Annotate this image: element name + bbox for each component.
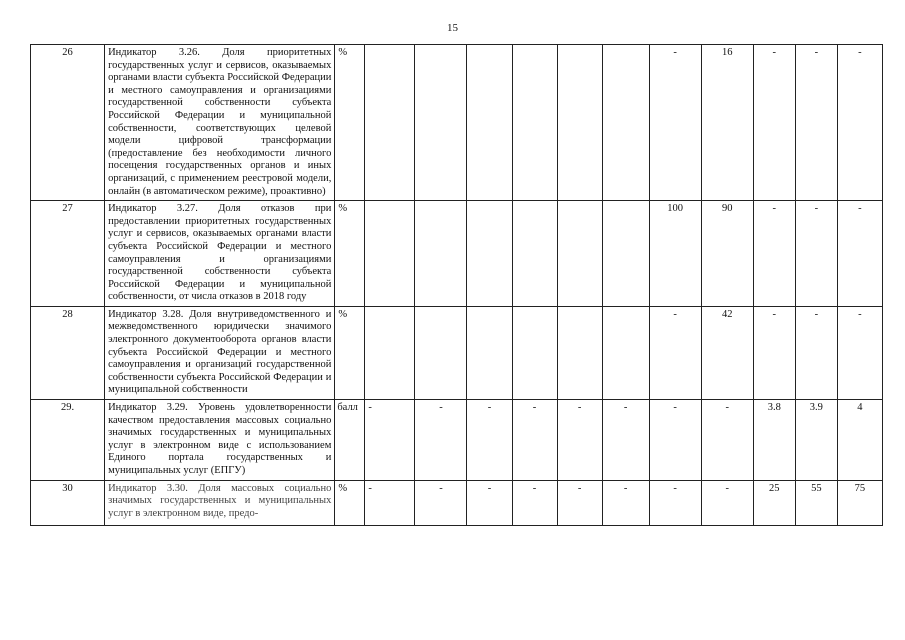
value-cell: -	[467, 480, 512, 525]
value-cell: -	[512, 400, 557, 481]
value-cell: 3.8	[753, 400, 795, 481]
value-cell: -	[602, 480, 649, 525]
indicator-text: Индикатор 3.26. Доля приоритетных государственных услуг и сервисов, оказываемых органами власти субъекта Российской Федерации и местного самоуправления и организациями государственной собственности субъекта Российской Федерации и муниципальной собственности, соответствующих целевой модели цифровой трансформации (предоставление без необходимости личного посещения государственных органов и иных организаций, с применением реестровой модели, онлайн (в автоматическом режиме), проактивно)	[105, 45, 335, 201]
value-cell	[415, 306, 467, 399]
value-cell: -	[753, 306, 795, 399]
table-row	[31, 201, 883, 307]
value-cell	[512, 306, 557, 399]
value-cell: -	[753, 201, 795, 307]
table-row	[31, 400, 883, 481]
value-cell: -	[649, 306, 701, 399]
value-cell	[602, 201, 649, 307]
value-cell: -	[602, 400, 649, 481]
value-cell: -	[837, 306, 882, 399]
value-cell: -	[795, 306, 837, 399]
value-cell	[512, 45, 557, 201]
value-cell	[467, 306, 512, 399]
indicator-text: Индикатор 3.27. Доля отказов при предоставлении приоритетных государственных услуг и сервисов, оказываемых органами власти субъекта Российской Федерации и местного самоуправления и организациями государственной собственности субъекта Российской Федерации и муниципальной собственности, от числа отказов в 2018 году	[105, 201, 335, 307]
value-cell: 4	[837, 400, 882, 481]
value-cell	[557, 306, 602, 399]
value-cell: -	[512, 480, 557, 525]
value-cell: -	[795, 45, 837, 201]
page-number: 15	[447, 22, 458, 34]
value-cell: -	[649, 400, 701, 481]
row-number: 27	[31, 201, 105, 307]
unit-cell: %	[335, 45, 365, 201]
value-cell: 100	[649, 201, 701, 307]
table-row	[31, 306, 883, 399]
value-cell: -	[701, 400, 753, 481]
unit-cell: %	[335, 201, 365, 307]
value-cell: -	[365, 400, 415, 481]
row-number: 28	[31, 306, 105, 399]
value-cell: -	[365, 480, 415, 525]
value-cell: -	[557, 400, 602, 481]
row-number: 29.	[31, 400, 105, 481]
indicator-text: Индикатор 3.29. Уровень удовлетворенности качеством предоставления массовых социально значимых государственных и муниципальных услуг в электронном виде с использованием Единого портала государственных и муниципальных услуг (ЕПГУ)	[105, 400, 335, 481]
value-cell	[467, 201, 512, 307]
value-cell	[602, 45, 649, 201]
value-cell: -	[701, 480, 753, 525]
value-cell: 16	[701, 45, 753, 201]
table-row	[31, 480, 883, 525]
table-row	[31, 45, 883, 201]
value-cell	[365, 201, 415, 307]
value-cell: -	[467, 400, 512, 481]
value-cell: 55	[795, 480, 837, 525]
value-cell: -	[415, 480, 467, 525]
value-cell: 75	[837, 480, 882, 525]
value-cell	[512, 201, 557, 307]
indicator-text: Индикатор 3.30. Доля массовых социально значимых государственных и муниципальных услуг в электронном виде, предо-	[105, 480, 335, 525]
value-cell: 3.9	[795, 400, 837, 481]
value-cell	[467, 45, 512, 201]
value-cell: -	[753, 45, 795, 201]
value-cell	[557, 201, 602, 307]
value-cell: -	[795, 201, 837, 307]
value-cell: -	[837, 201, 882, 307]
value-cell	[365, 306, 415, 399]
row-number: 26	[31, 45, 105, 201]
unit-cell: балл	[335, 400, 365, 481]
value-cell	[415, 45, 467, 201]
indicators-table	[30, 44, 883, 526]
value-cell: 90	[701, 201, 753, 307]
value-cell: -	[557, 480, 602, 525]
row-number: 30	[31, 480, 105, 525]
value-cell: -	[649, 45, 701, 201]
value-cell: -	[837, 45, 882, 201]
value-cell: 42	[701, 306, 753, 399]
value-cell	[602, 306, 649, 399]
unit-cell: %	[335, 306, 365, 399]
value-cell	[365, 45, 415, 201]
unit-cell: %	[335, 480, 365, 525]
value-cell: -	[415, 400, 467, 481]
value-cell: -	[649, 480, 701, 525]
indicator-text: Индикатор 3.28. Доля внутриведомственного и межведомственного юридически значимого электронного документооборота органов власти субъекта Российской Федерации и местного самоуправления и организаций государственной собственности субъекта Российской Федерации и муниципальной собственности	[105, 306, 335, 399]
value-cell	[557, 45, 602, 201]
value-cell: 25	[753, 480, 795, 525]
value-cell	[415, 201, 467, 307]
